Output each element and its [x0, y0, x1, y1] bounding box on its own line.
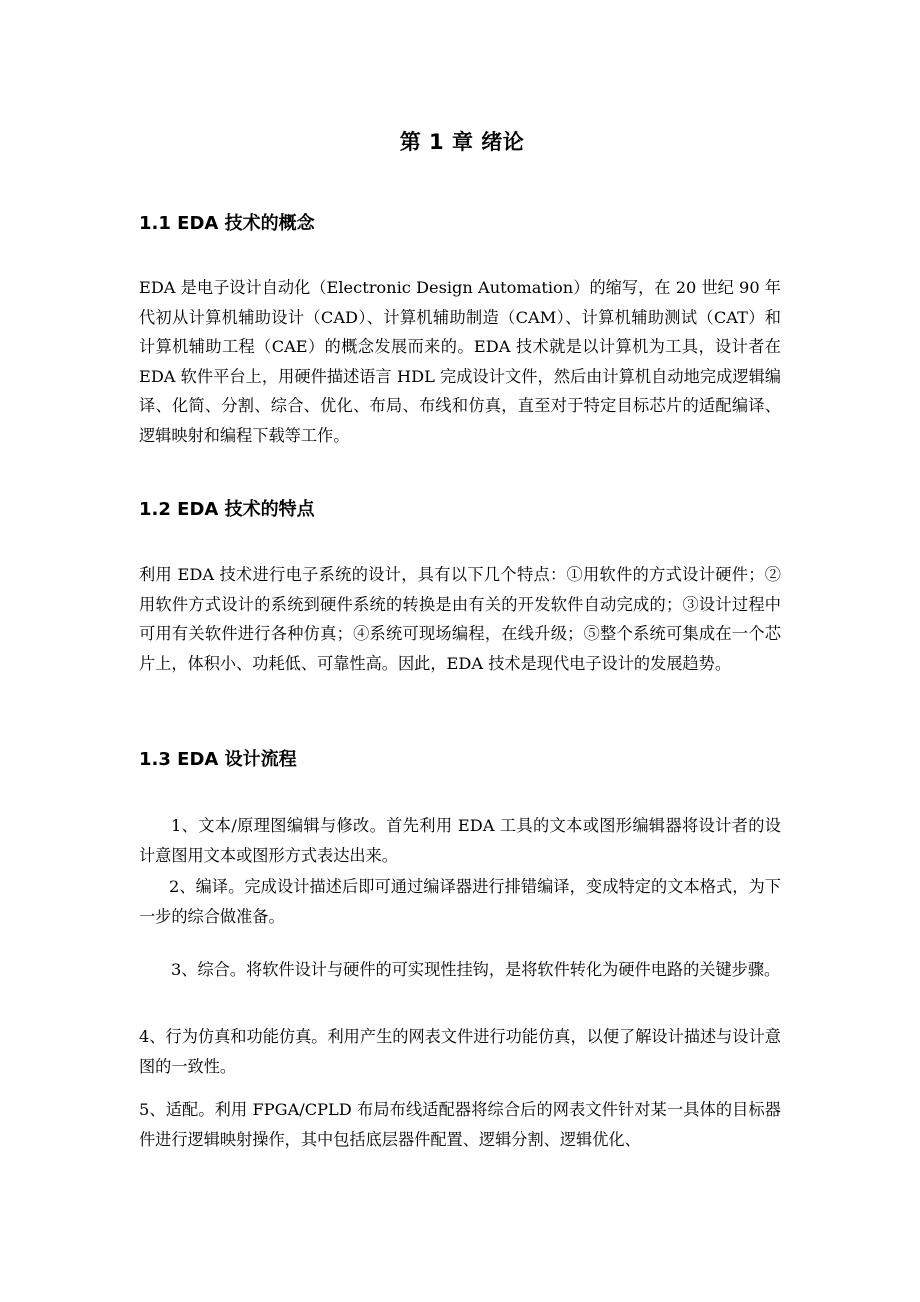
chapter-title: 第 1 章 绪论	[399, 130, 525, 154]
section-heading-1-1: 1.1 EDA 技术的概念	[139, 213, 315, 234]
flow-step-2: 2、编译。完成设计描述后即可通过编译器进行排错编译，变成特定的文本格式，为下一步的综合做准备。	[139, 877, 781, 926]
flow-step-1: 1、文本/原理图编辑与修改。首先利用 EDA 工具的文本或图形编辑器将设计者的设计意图用文本或图形方式表达出来。	[139, 816, 781, 865]
section-heading-1-3: 1.3 EDA 设计流程	[139, 749, 297, 770]
flow-step-5: 5、适配。利用 FPGA/CPLD 布局布线适配器将综合后的网表文件针对某一具体的目标器件进行逻辑映射操作，其中包括底层器件配置、逻辑分割、逻辑优化、	[139, 1100, 781, 1149]
flow-step-3: 3、综合。将软件设计与硬件的可实现性挂钩，是将软件转化为硬件电路的关键步骤。	[171, 960, 781, 979]
section-paragraph-1-1: EDA 是电子设计自动化（Electronic Design Automation）的缩写，在 20 世纪 90 年代初从计算机辅助设计（CAD）、计算机辅助制造（CAM）、计算机辅助测试（CAT）和计算机辅助工程（CAE）的概念发展而来的。EDA 技术就是以计算机为工具，设计者在 EDA 软件平台上，用硬件描述语言 HDL 完成设计文件，然后由计算机自动地完成逻辑编译、化简、分割、综合、优化、布局、布线和仿真，直至对于特定目标芯片的适配编译、逻辑映射和编程下载等工作。	[139, 278, 781, 445]
flow-step-4: 4、行为仿真和功能仿真。利用产生的网表文件进行功能仿真，以便了解设计描述与设计意图的一致性。	[139, 1027, 781, 1076]
section-paragraph-1-2: 利用 EDA 技术进行电子系统的设计，具有以下几个特点：①用软件的方式设计硬件；②用软件方式设计的系统到硬件系统的转换是由有关的开发软件自动完成的；③设计过程中可用有关软件进行各种仿真；④系统可现场编程，在线升级；⑤整个系统可集成在一个芯片上，体积小、功耗低、可靠性高。因此，EDA 技术是现代电子设计的发展趋势。	[139, 565, 781, 673]
section-heading-1-2: 1.2 EDA 技术的特点	[139, 499, 315, 520]
